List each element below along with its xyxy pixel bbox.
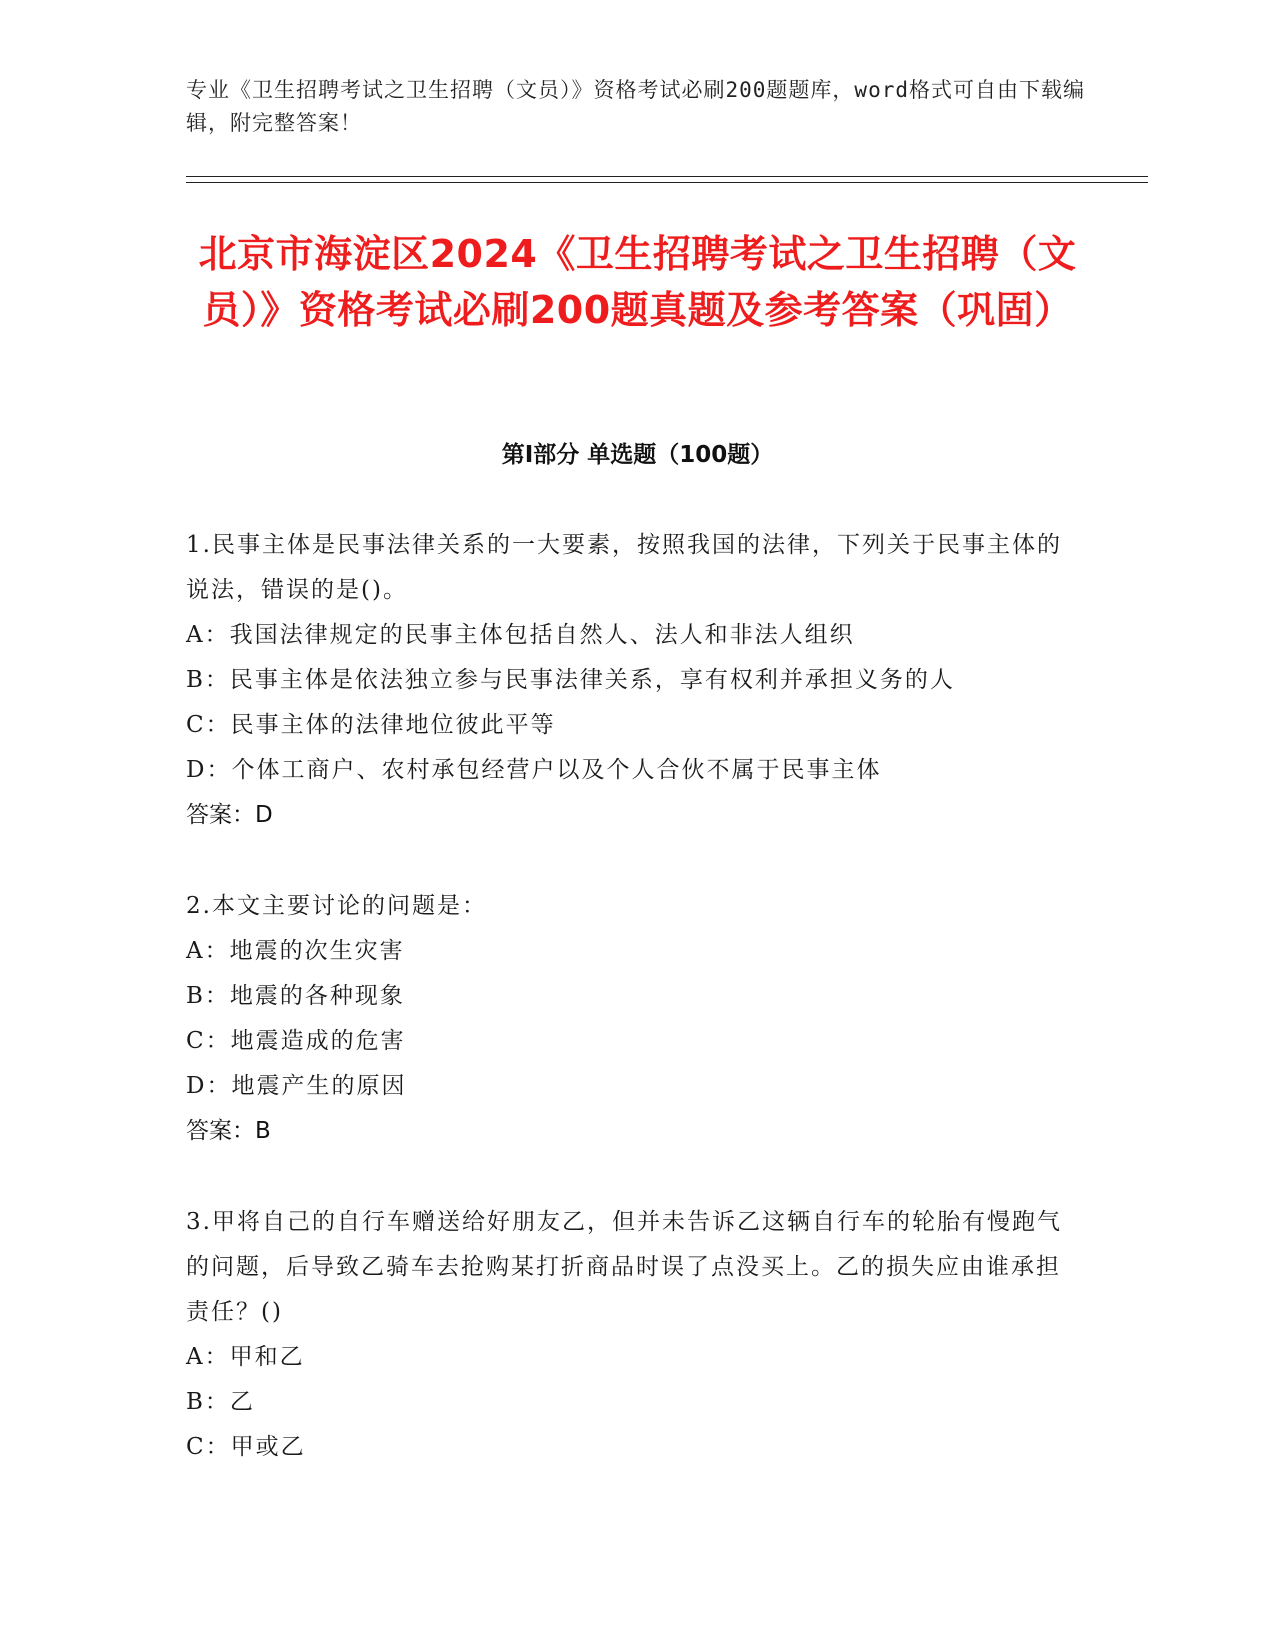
option-c: C：甲或乙 (186, 1434, 306, 1460)
section-title: 第Ⅰ部分 单选题（100题） (501, 442, 774, 468)
option-d: D：地震产生的原因 (186, 1073, 407, 1099)
question-stem: 3.甲将自己的自行车赠送给好朋友乙，但并未告诉乙这辆自行车的轮胎有慢跑气的问题，后导致乙骑车去抢购某打折商品时误了点没买上。乙的损失应由谁承担责任？() (186, 1209, 1062, 1325)
option-b: B：乙 (186, 1389, 255, 1415)
question-1 (186, 523, 1066, 838)
answer-line: 答案：D (186, 802, 273, 828)
option-b: B：地震的各种现象 (186, 983, 405, 1009)
question-3 (186, 1200, 1066, 1470)
answer-line: 答案：B (186, 1118, 271, 1144)
question-stem: 1.民事主体是民事法律关系的一大要素，按照我国的法律，下列关于民事主体的说法，错误的是()。 (186, 532, 1062, 603)
header-note: 专业《卫生招聘考试之卫生招聘（文员）》资格考试必刷200题题库，word格式可自由下载编辑，附完整答案！ (186, 78, 1085, 135)
option-a: A：地震的次生灾害 (186, 938, 405, 964)
question-2 (186, 884, 1066, 1154)
header-rule-bottom (186, 182, 1148, 183)
option-a: A：甲和乙 (186, 1344, 305, 1370)
document-title: 北京市海淀区2024《卫生招聘考试之卫生招聘（文员）》资格考试必刷200题真题及参考答案（巩固） (198, 232, 1077, 332)
question-list (186, 523, 1066, 1516)
header-rule-top (186, 176, 1148, 177)
option-b: B：民事主体是依法独立参与民事法律关系，享有权利并承担义务的人 (186, 667, 955, 693)
option-c: C：民事主体的法律地位彼此平等 (186, 712, 556, 738)
option-c: C：地震造成的危害 (186, 1028, 406, 1054)
option-d: D：个体工商户、农村承包经营户以及个人合伙不属于民事主体 (186, 757, 882, 783)
option-a: A：我国法律规定的民事主体包括自然人、法人和非法人组织 (186, 622, 855, 648)
question-stem: 2.本文主要讨论的问题是： (186, 893, 487, 919)
